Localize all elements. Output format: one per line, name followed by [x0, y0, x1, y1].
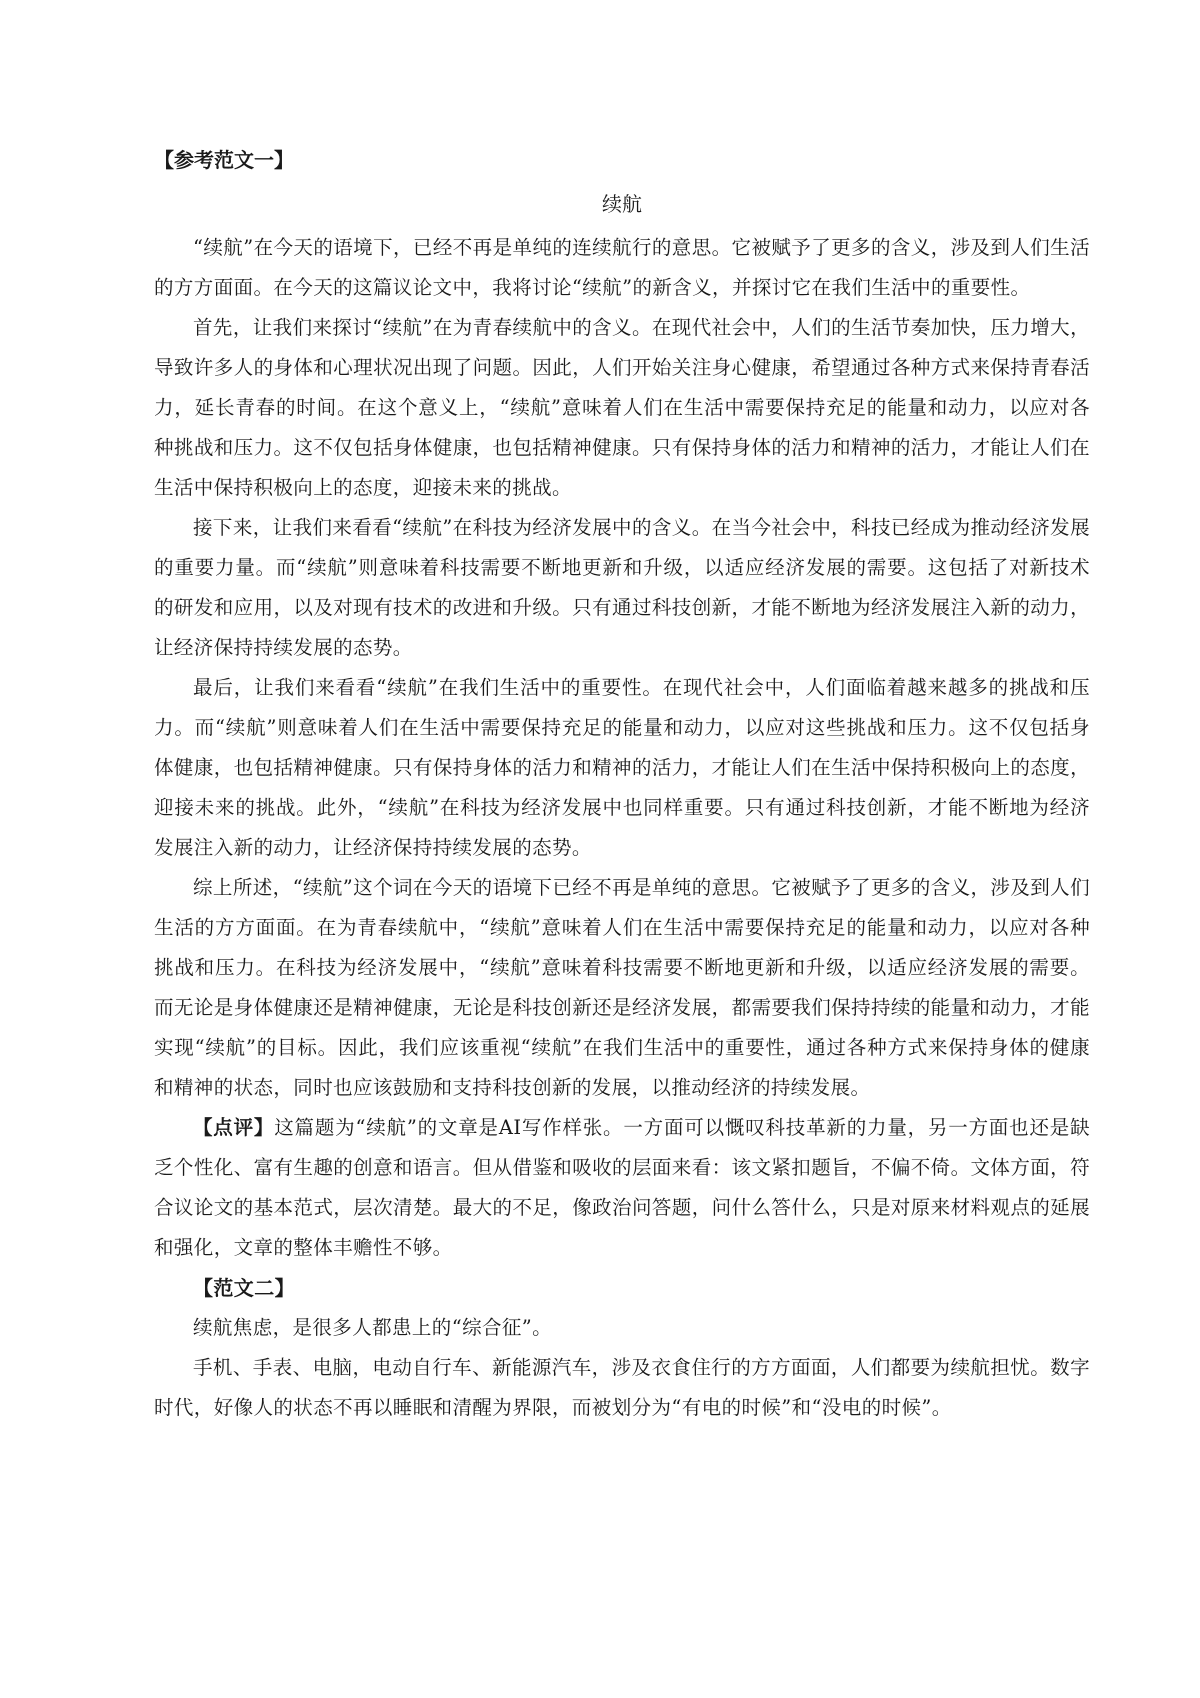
essay-paragraph-3: 接下来，让我们来看看“续航”在科技为经济发展中的含义。在当今社会中，科技已经成为推动经济发展的重要力量。而“续航”则意味着科技需要不断地更新和升级，以适应经济发展的需要。这包括了对新技术的研发和应用，以及对现有技术的改进和升级。只有通过科技创新，才能不断地为经济发展注入新的动力，让经济保持持续发展的态势。 [154, 516, 1090, 659]
essay-paragraph-2: 首先，让我们来探讨“续航”在为青春续航中的含义。在现代社会中，人们的生活节奏加快，压力增大，导致许多人的身体和心理状况出现了问题。因此，人们开始关注身心健康，希望通过各种方式来保持青春活力，延长青春的时间。在这个意义上，“续航”意味着人们在生活中需要保持充足的能量和动力，以应对各种挑战和压力。这不仅包括身体健康，也包括精神健康。只有保持身体的活力和精神的活力，才能让人们在生活中保持积极向上的态度，迎接未来的挑战。 [154, 316, 1090, 499]
comment-label: 【点评】 [193, 1116, 275, 1139]
comment-text: 这篇题为“续航”的文章是AI写作样张。一方面可以慨叹科技革新的力量，另一方面也还是缺乏个性化、富有生趣的创意和语言。但从借鉴和吸收的层面来看：该文紧扣题旨，不偏不倚。文体方面，符合议论文的基本范式，层次清楚。最大的不足，像政治问答题，问什么答什么，只是对原来材料观点的延展和强化，文章的整体丰赡性不够。 [154, 1116, 1090, 1259]
section-heading-2: 【范文二】 [193, 1276, 295, 1300]
essay-title: 续航 [602, 192, 642, 216]
essay-paragraph-1: “续航”在今天的语境下，已经不再是单纯的连续航行的意思。它被赋予了更多的含义，涉及到人们生活的方方面面。在今天的这篇议论文中，我将讨论“续航”的新含义，并探讨它在我们生活中的重要性。 [154, 236, 1090, 299]
essay2-paragraph-2: 手机、手表、电脑，电动自行车、新能源汽车，涉及衣食住行的方方面面，人们都要为续航担忧。数字时代，好像人的状态不再以睡眠和清醒为界限，而被划分为“有电的时候”和“没电的时候”。 [154, 1356, 1090, 1419]
essay-paragraph-4: 最后，让我们来看看“续航”在我们生活中的重要性。在现代社会中，人们面临着越来越多的挑战和压力。而“续航”则意味着人们在生活中需要保持充足的能量和动力，以应对这些挑战和压力。这不仅包括身体健康，也包括精神健康。只有保持身体的活力和精神的活力，才能让人们在生活中保持积极向上的态度，迎接未来的挑战。此外，“续航”在科技为经济发展中也同样重要。只有通过科技创新，才能不断地为经济发展注入新的动力，让经济保持持续发展的态势。 [154, 676, 1090, 859]
essay2-paragraph-1: 续航焦虑，是很多人都患上的“综合征”。 [193, 1316, 553, 1339]
section-heading-1: 【参考范文一】 [154, 148, 294, 172]
essay-paragraph-5: 综上所述，“续航”这个词在今天的语境下已经不再是单纯的意思。它被赋予了更多的含义，涉及到人们生活的方方面面。在为青春续航中，“续航”意味着人们在生活中需要保持充足的能量和动力，以应对各种挑战和压力。在科技为经济发展中，“续航”意味着科技需要不断地更新和升级，以适应经济发展的需要。而无论是身体健康还是精神健康，无论是科技创新还是经济发展，都需要我们保持持续的能量和动力，才能实现“续航”的目标。因此，我们应该重视“续航”在我们生活中的重要性，通过各种方式来保持身体的健康和精神的状态，同时也应该鼓励和支持科技创新的发展，以推动经济的持续发展。 [154, 876, 1090, 1099]
document-page [154, 142, 1090, 1428]
comment-paragraph [154, 1108, 1090, 1268]
